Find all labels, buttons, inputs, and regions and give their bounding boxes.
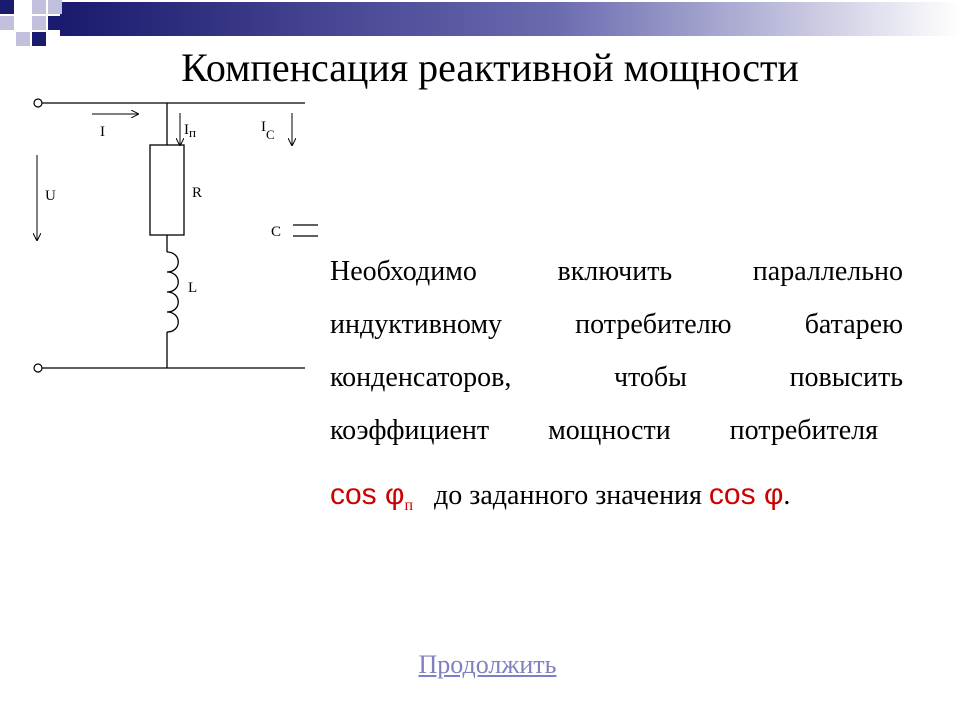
body-line-3 <box>330 358 903 411</box>
continue-link[interactable]: Продолжить <box>418 650 557 679</box>
page-title: Компенсация реактивной мощности <box>181 45 799 90</box>
formula-middle-text: до заданного значения <box>434 480 702 511</box>
label-I: I <box>100 124 105 140</box>
label-Ic <box>261 119 275 142</box>
formula-cos-target: cos φ <box>708 478 784 511</box>
body-word: конденсаторов, <box>330 362 512 393</box>
formula-line <box>330 478 790 515</box>
body-word: потребителю <box>575 309 732 340</box>
body-word: включить <box>557 256 673 287</box>
label-Ic-sub: C <box>266 127 275 142</box>
label-In-sub: п <box>189 125 196 140</box>
label-In <box>184 122 196 140</box>
inductor <box>167 252 178 332</box>
body-text <box>330 252 903 464</box>
label-L: L <box>188 280 198 296</box>
body-word: батарею <box>804 309 903 340</box>
terminal-bottom <box>34 364 42 372</box>
body-word: повысить <box>789 362 903 393</box>
body-word: индуктивному <box>330 309 503 340</box>
body-word: потребителя <box>729 415 878 446</box>
circuit-diagram <box>0 0 340 400</box>
terminal-top <box>34 99 42 107</box>
label-C: C <box>271 224 282 240</box>
label-In-main: I <box>184 122 189 138</box>
label-Ic-main: I <box>261 119 266 135</box>
formula-cos-load: cos φ <box>330 478 405 511</box>
body-word: параллельно <box>752 256 903 287</box>
formula-cos-load-sub: п <box>404 497 414 514</box>
body-line-1 <box>330 252 903 305</box>
body-word: мощности <box>548 415 671 446</box>
body-line-4 <box>330 411 878 464</box>
resistor <box>150 145 184 235</box>
body-word: чтобы <box>613 362 687 393</box>
label-U: U <box>45 188 56 204</box>
body-line-2 <box>330 305 903 358</box>
body-word: Необходимо <box>330 256 477 287</box>
formula-end: . <box>783 480 791 511</box>
body-word: коэффициент <box>330 415 490 446</box>
label-R: R <box>192 185 203 201</box>
